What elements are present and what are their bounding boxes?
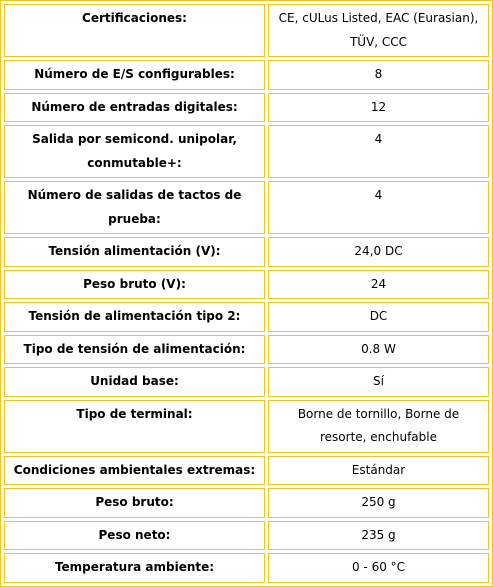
spec-value: Borne de tornillo, Borne de resorte, enchufable [268,400,489,453]
table-row [4,237,489,267]
table-row [4,302,489,332]
table-row [4,488,489,518]
spec-label: Tensión alimentación (V): [4,237,265,267]
spec-value: Estándar [268,456,489,486]
table-row [4,125,489,178]
spec-label: Tipo de terminal: [4,400,265,453]
spec-label: Salida por semicond. unipolar, conmutable+: [4,125,265,178]
spec-value: 12 [268,93,489,123]
table-row [4,335,489,365]
spec-value: 24 [268,270,489,300]
table-row [4,521,489,551]
table-row [4,60,489,90]
table-row [4,553,489,583]
table-row [4,4,489,57]
spec-value: 0 - 60 °C [268,553,489,583]
spec-label: Tensión de alimentación tipo 2: [4,302,265,332]
spec-label: Peso bruto: [4,488,265,518]
spec-value: 250 g [268,488,489,518]
spec-label: Número de salidas de tactos de prueba: [4,181,265,234]
spec-value: 4 [268,181,489,234]
spec-value: 8 [268,60,489,90]
spec-label: Número de E/S configurables: [4,60,265,90]
table-row [4,181,489,234]
spec-label: Certificaciones: [4,4,265,57]
table-row [4,400,489,453]
table-row [4,93,489,123]
spec-value: 24,0 DC [268,237,489,267]
table-row [4,456,489,486]
spec-label: Peso neto: [4,521,265,551]
table-row [4,270,489,300]
spec-label: Peso bruto (V): [4,270,265,300]
spec-value: 235 g [268,521,489,551]
spec-label: Tipo de tensión de alimentación: [4,335,265,365]
table-row [4,367,489,397]
spec-value: DC [268,302,489,332]
spec-label: Unidad base: [4,367,265,397]
spec-value: Sí [268,367,489,397]
spec-value: CE, cULus Listed, EAC (Eurasian), TÜV, CCC [268,4,489,57]
spec-value: 4 [268,125,489,178]
spec-label: Número de entradas digitales: [4,93,265,123]
spec-label: Condiciones ambientales extremas: [4,456,265,486]
spec-label: Temperatura ambiente: [4,553,265,583]
spec-value: 0.8 W [268,335,489,365]
